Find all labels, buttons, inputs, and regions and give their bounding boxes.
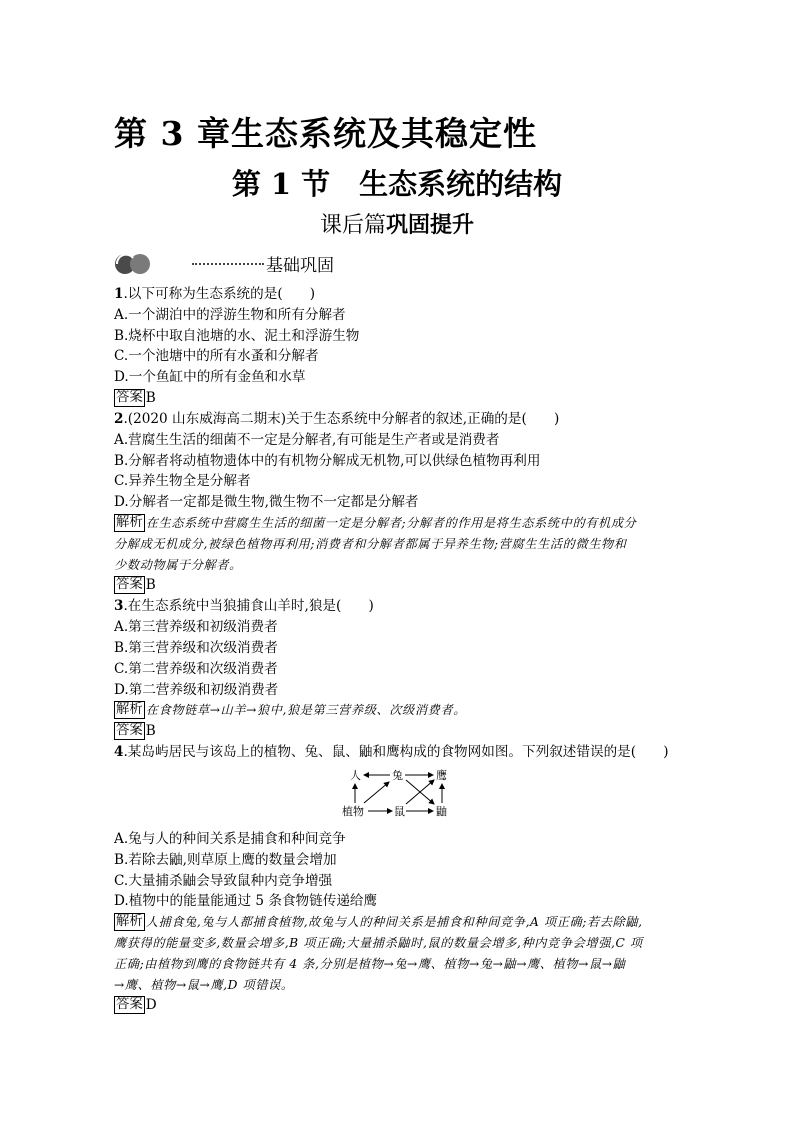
analysis-text: 在食物链草→山羊→狼中,狼是第三营养级、次级消费者。 <box>145 703 466 718</box>
option-b: B.若除去鼬,则草原上鹰的数量会增加 <box>114 851 337 868</box>
option-d: D.第二营养级和初级消费者 <box>114 681 279 698</box>
answer-value: B <box>145 723 156 740</box>
question-3 <box>114 596 684 742</box>
analysis-text: →鹰、植物→鼠→鹰,D 项错误。 <box>114 977 294 992</box>
option-c: C.大量捕杀鼬会导致鼠种内竞争增强 <box>114 872 333 889</box>
question-4 <box>114 742 684 1016</box>
sub-title <box>0 208 794 239</box>
node-human: 人 <box>350 768 361 782</box>
option-a: A.营腐生生活的细菌不一定是分解者,有可能是生产者或是消费者 <box>114 431 500 448</box>
analysis-block <box>114 513 684 575</box>
food-web-diagram <box>342 765 454 821</box>
analysis-text: 少数动物属于分解者。 <box>114 557 242 572</box>
answer-row <box>114 721 684 742</box>
question-stem: 2.(2020 山东威海高二期末)关于生态系统中分解者的叙述,正确的是( ) <box>114 410 560 427</box>
answer-tag: 答案 <box>116 577 143 593</box>
chapter-title: 第 3 章生态系统及其稳定性 <box>114 114 537 153</box>
section-title <box>0 162 794 203</box>
sub-title-normal: 课后篇 <box>319 213 386 238</box>
answer-row <box>114 575 684 596</box>
question-2 <box>114 409 684 596</box>
answer-value: B <box>145 389 156 406</box>
section-title-text: 第 1 节 生态系统的结构 <box>231 167 563 201</box>
answer-row <box>114 388 684 409</box>
sub-title-bold: 巩固提升 <box>386 213 475 238</box>
food-web-figure <box>114 763 684 829</box>
answer-tag: 答案 <box>116 723 143 739</box>
option-d: D.分解者一定都是微生物,微生物不一定都是分解者 <box>114 494 419 511</box>
section-header <box>114 250 514 276</box>
option-d: D.植物中的能量能通过 5 条食物链传递给鹰 <box>114 893 378 910</box>
analysis-text: 正确;由植物到鹰的食物链共有 4 条,分别是植物→兔→鹰、植物→兔→鼬→鹰、植物→鼠→鼬 <box>114 956 626 971</box>
analysis-tag: 解析 <box>116 702 143 718</box>
option-c: C.第二营养级和次级消费者 <box>114 660 278 677</box>
option-d: D.一个鱼缸中的所有金鱼和水草 <box>114 369 306 386</box>
question-stem: 4.某岛屿居民与该岛上的植物、兔、鼠、鼬和鹰构成的食物网如图。下列叙述错误的是( ) <box>114 744 669 761</box>
option-a: A.兔与人的种间关系是捕食和种间竞争 <box>114 830 346 847</box>
section-circles-icon <box>114 252 154 276</box>
option-b: B.第三营养级和次级消费者 <box>114 639 278 656</box>
answer-value: D <box>145 997 157 1014</box>
question-stem: 1.以下可称为生态系统的是( ) <box>114 286 316 302</box>
answer-row <box>114 995 684 1016</box>
analysis-text: 在生态系统中营腐生生活的细菌一定是分解者;分解者的作用是将生态系统中的有机成分 <box>145 515 637 530</box>
analysis-text: 人捕食兔,兔与人都捕食植物,故兔与人的种间关系是捕食和种间竞争,A 项正确;若去除鼬, <box>145 915 643 930</box>
section-dots-divider <box>192 263 264 265</box>
analysis-text: 鹰获得的能量变多,数量会增多,B 项正确;大量捕杀鼬时,鼠的数量会增多,种内竞争会增强,C 项 <box>114 935 643 950</box>
node-weasel: 鼬 <box>436 804 447 818</box>
analysis-tag: 解析 <box>116 514 143 530</box>
section-label: 基础巩固 <box>266 256 334 276</box>
analysis-text: 分解成无机成分,被绿色植物再利用;消费者和分解者都属于异养生物;营腐生生活的微生物和 <box>114 536 627 551</box>
node-plant: 植物 <box>342 804 364 818</box>
option-c: C.一个池塘中的所有水蚤和分解者 <box>114 348 319 365</box>
question-list <box>114 284 684 1016</box>
option-b: B.烧杯中取自池塘的水、泥土和浮游生物 <box>114 327 360 344</box>
option-b: B.分解者将动植物遗体中的有机物分解成无机物,可以供绿色植物再利用 <box>114 452 541 469</box>
question-stem: 3.在生态系统中当狼捕食山羊时,狼是( ) <box>114 598 374 615</box>
analysis-block <box>114 912 684 995</box>
answer-tag: 答案 <box>116 389 143 405</box>
analysis-tag: 解析 <box>116 914 143 930</box>
node-mouse: 鼠 <box>394 804 405 818</box>
node-hawk: 鹰 <box>436 768 447 782</box>
analysis-block <box>114 700 684 721</box>
node-rabbit: 兔 <box>392 768 403 782</box>
question-1 <box>114 284 684 409</box>
option-a: A.一个湖泊中的浮游生物和所有分解者 <box>114 306 346 323</box>
answer-value: B <box>145 577 156 594</box>
option-c: C.异养生物全是分解者 <box>114 473 251 490</box>
answer-tag: 答案 <box>116 997 143 1013</box>
option-a: A.第三营养级和初级消费者 <box>114 619 278 636</box>
